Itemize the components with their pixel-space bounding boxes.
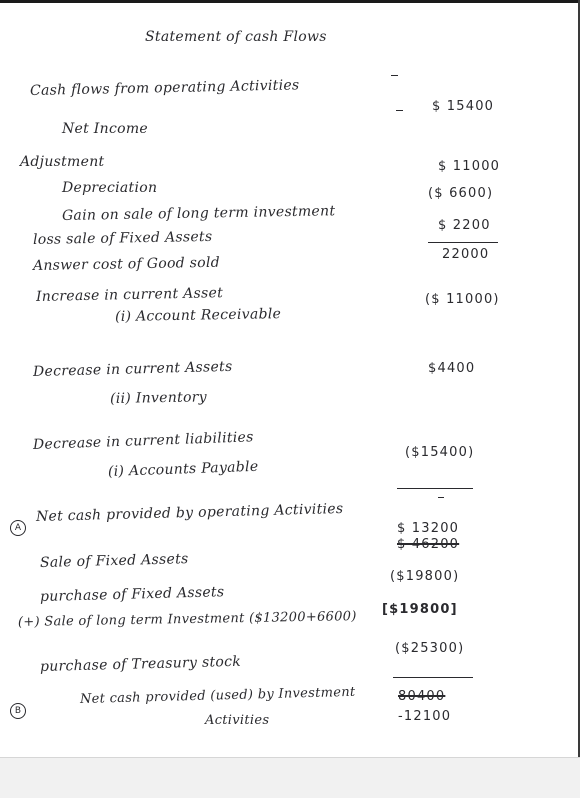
net-income-label: Net Income <box>62 121 148 137</box>
account-receivable-amount: ($ 11000) <box>425 292 500 307</box>
net-cash-operating-label: Net cash provided by operating Activities <box>35 500 344 525</box>
gain-on-sale-label: Gain on sale of long term investment <box>61 203 336 224</box>
stray-dash <box>391 75 398 76</box>
stray-dash <box>396 110 403 111</box>
adjustment-label: Adjustment <box>20 154 105 170</box>
scan-bottom-margin <box>0 757 580 798</box>
inventory-amount: $4400 <box>428 361 476 376</box>
subtotal-rule <box>397 488 473 489</box>
loss-sale-label: loss sale of Fixed Assets <box>32 228 213 248</box>
accounts-payable-amount: ($15400) <box>405 445 475 460</box>
section-marker-a: A <box>10 520 26 536</box>
account-receivable-label: (i) Account Receivable <box>114 306 282 325</box>
net-cash-investing-label: Net cash provided (used) by Investment <box>79 684 356 707</box>
increase-current-asset-label: Increase in current Asset <box>35 285 224 305</box>
page-title: Statement of cash Flows <box>145 29 327 45</box>
stray-dash <box>438 497 444 498</box>
net-cash-operating-amount: $ 13200 <box>397 521 460 536</box>
net-cash-operating-struck-amount: $ 46200 <box>397 537 460 552</box>
purchase-fixed-assets-label: purchase of Fixed Assets <box>39 584 225 605</box>
net-income-amount: $ 15400 <box>432 99 495 114</box>
section-marker-b: B <box>10 703 26 719</box>
net-cash-investing-amount: -12100 <box>398 709 452 724</box>
decrease-current-assets-label: Decrease in current Assets <box>32 358 233 380</box>
subtotal-rule <box>393 677 473 678</box>
purchase-treasury-stock-amount: ($25300) <box>395 641 465 656</box>
net-cash-investing-struck-amount: 80400 <box>398 689 446 704</box>
sale-long-term-investment-label: (+) Sale of long term Investment ($13200+6600) <box>17 609 357 630</box>
sale-long-term-investment-amount: [$19800] <box>382 602 458 617</box>
inventory-label: (ii) Inventory <box>109 389 208 407</box>
net-cash-investing-label-line2: Activities <box>205 713 270 728</box>
scan-edge-top <box>0 0 580 3</box>
loss-sale-amount: $ 2200 <box>438 218 491 233</box>
answer-amount: 22000 <box>442 247 490 262</box>
sale-fixed-assets-label: Sale of Fixed Assets <box>39 551 189 571</box>
purchase-fixed-assets-amount: ($19800) <box>390 569 460 584</box>
purchase-treasury-stock-label: purchase of Treasury stock <box>39 653 242 675</box>
section-operating-heading: Cash flows from operating Activities <box>29 77 300 99</box>
subtotal-rule <box>428 242 498 243</box>
depreciation-label: Depreciation <box>62 180 158 196</box>
depreciation-amount: $ 11000 <box>438 159 501 174</box>
answer-label: Answer cost of Good sold <box>32 254 221 274</box>
accounts-payable-label: (i) Accounts Payable <box>107 458 259 480</box>
gain-on-sale-amount: ($ 6600) <box>428 186 494 201</box>
decrease-current-liabilities-label: Decrease in current liabilities <box>32 429 254 453</box>
